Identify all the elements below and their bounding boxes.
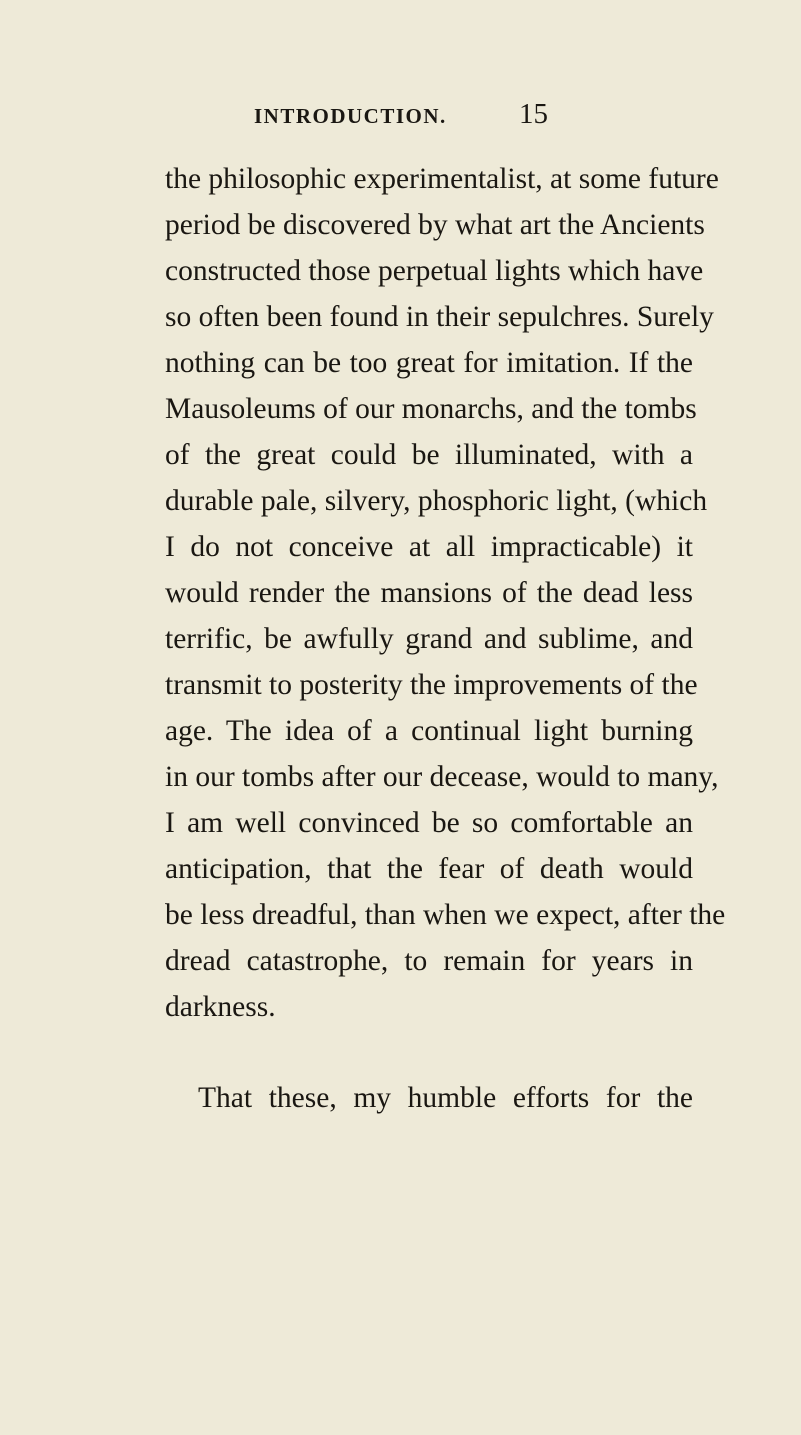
text-line: constructed those perpetual lights which have [165,255,704,287]
page-number: 15 [519,98,548,130]
text-line: transmit to posterity the improvements of the [165,669,698,701]
text-line: I do not conceive at all impracticable) it [165,531,693,563]
text-line: would render the mansions of the dead less [165,577,693,609]
text-line: anticipation, that the fear of death would [165,853,693,885]
text-line: in our tombs after our decease, would to many, [165,761,719,793]
text-line: I am well convinced be so comfortable an [165,807,693,839]
text-line: nothing can be too great for imitation. If the [165,347,693,379]
text-line: durable pale, silvery, phosphoric light, (which [165,485,708,517]
text-line: of the great could be illuminated, with a [165,439,693,471]
text-line: dread catastrophe, to remain for years in [165,945,693,977]
text-line: the philosophic experimentalist, at some future [165,163,719,195]
text-line: be less dreadful, than when we expect, after the [165,899,726,931]
text-line: darkness. [165,991,276,1023]
text-line: Mausoleums of our monarchs, and the tombs [165,393,697,425]
text-line: so often been found in their sepulchres. Surely [165,301,714,333]
text-line: terrific, be awfully grand and sublime, and [165,623,693,655]
chapter-title: INTRODUCTION. [254,104,447,128]
text-line: age. The idea of a continual light burning [165,715,693,747]
text-line: period be discovered by what art the Ancients [165,209,705,241]
paragraph-start-line: That these, my humble efforts for the [198,1082,693,1114]
